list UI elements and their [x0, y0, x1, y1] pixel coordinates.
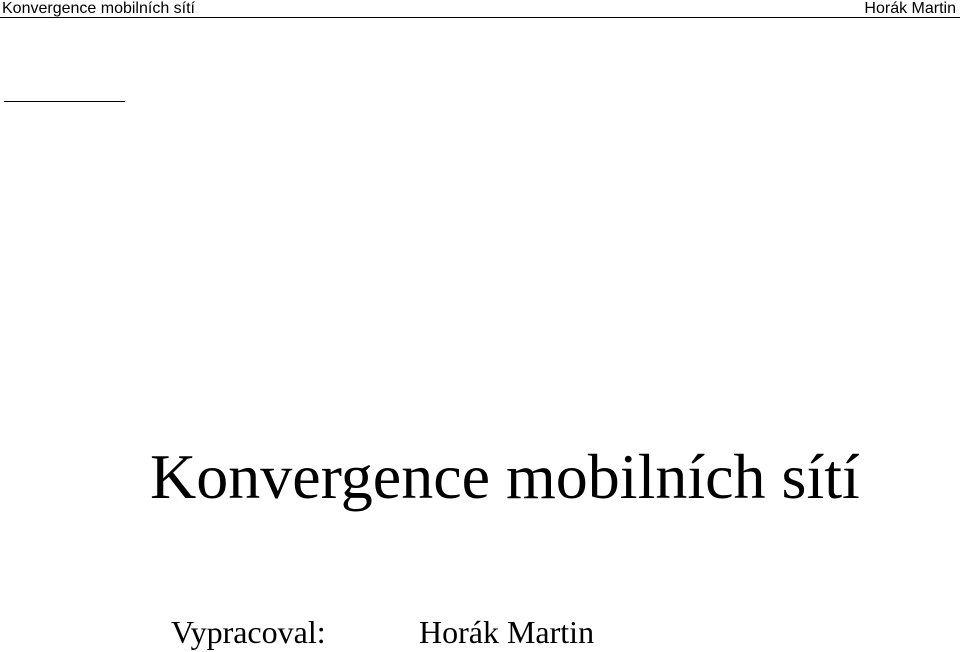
author-name: Horák Martin: [419, 614, 595, 650]
separator-line: [4, 101, 125, 102]
document-title: Konvergence mobilních sítí: [150, 441, 860, 512]
header-left-title: Konvergence mobilních sítí: [2, 0, 195, 17]
author-label: Vypracoval:: [171, 614, 326, 650]
header-right-author: Horák Martin: [864, 0, 956, 17]
page-header: [0, 0, 960, 18]
author-row: [171, 612, 594, 652]
